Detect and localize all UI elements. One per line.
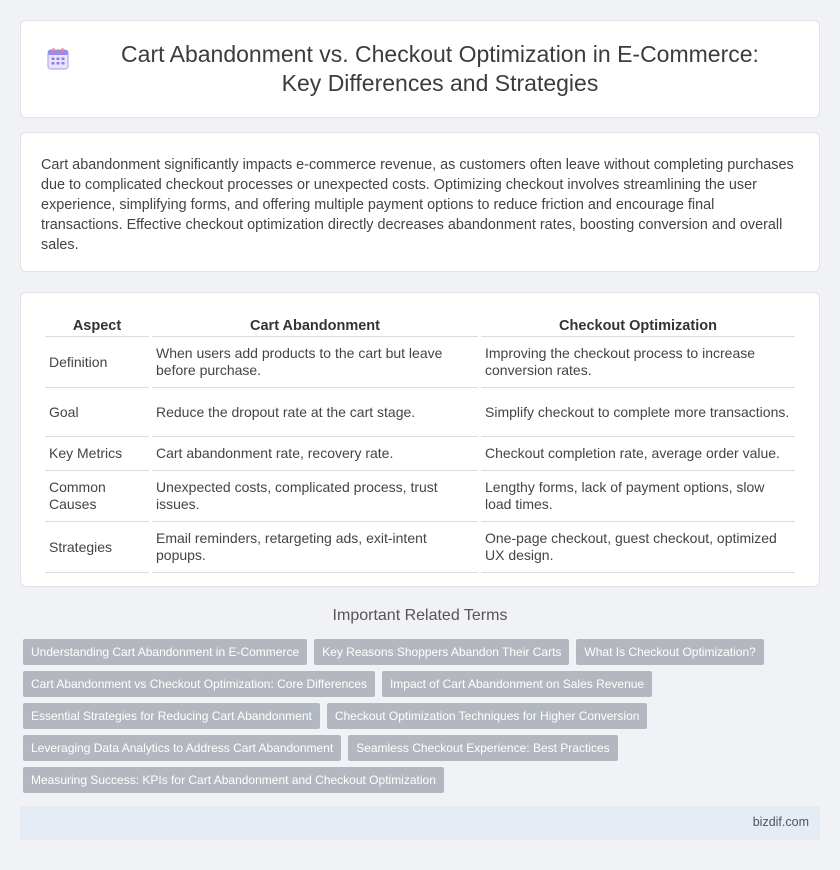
checkout-optimization-cell: Simplify checkout to complete more transactions. bbox=[481, 388, 795, 437]
table-row bbox=[45, 337, 795, 388]
footer bbox=[20, 806, 820, 840]
header-checkout-optimization: Checkout Optimization bbox=[481, 315, 795, 337]
footer-site-link[interactable]: bizdif.com bbox=[752, 815, 809, 829]
related-terms-heading: Important Related Terms bbox=[332, 607, 508, 624]
cart-abandonment-cell: Cart abandonment rate, recovery rate. bbox=[152, 437, 478, 471]
table-row bbox=[45, 471, 795, 522]
aspect-cell: Common Causes bbox=[45, 471, 149, 522]
cart-abandonment-cell: Email reminders, retargeting ads, exit-intent popups. bbox=[152, 522, 478, 573]
related-term-tag[interactable]: Essential Strategies for Reducing Cart Abandonment bbox=[23, 703, 320, 729]
title-card bbox=[20, 20, 820, 118]
related-term-tag[interactable]: Measuring Success: KPIs for Cart Abandonment and Checkout Optimization bbox=[23, 767, 444, 793]
header-cart-abandonment: Cart Abandonment bbox=[152, 315, 478, 337]
related-term-tag[interactable]: Checkout Optimization Techniques for Higher Conversion bbox=[327, 703, 648, 729]
checkout-optimization-cell: Improving the checkout process to increase conversion rates. bbox=[481, 337, 795, 388]
related-term-tag[interactable]: Leveraging Data Analytics to Address Cart Abandonment bbox=[23, 735, 341, 761]
table-row bbox=[45, 522, 795, 573]
table-header-row bbox=[45, 315, 795, 337]
intro-card bbox=[20, 132, 820, 272]
table-row bbox=[45, 437, 795, 471]
comparison-table bbox=[42, 315, 798, 573]
aspect-cell: Definition bbox=[45, 337, 149, 388]
table-row bbox=[45, 388, 795, 437]
related-term-tag[interactable]: Understanding Cart Abandonment in E-Commerce bbox=[23, 639, 307, 665]
checkout-optimization-cell: One-page checkout, guest checkout, optimized UX design. bbox=[481, 522, 795, 573]
page-title: Cart Abandonment vs. Checkout Optimization in E-Commerce: Key Differences and Strategies bbox=[121, 41, 759, 96]
related-term-tag[interactable]: Impact of Cart Abandonment on Sales Revenue bbox=[382, 671, 652, 697]
comparison-card bbox=[20, 292, 820, 587]
related-term-tag[interactable]: What Is Checkout Optimization? bbox=[576, 639, 763, 665]
checkout-optimization-cell: Checkout completion rate, average order value. bbox=[481, 437, 795, 471]
aspect-cell: Goal bbox=[45, 388, 149, 437]
header-aspect: Aspect bbox=[45, 315, 149, 337]
checkout-optimization-cell: Lengthy forms, lack of payment options, slow load times. bbox=[481, 471, 795, 522]
related-term-tag[interactable]: Seamless Checkout Experience: Best Practices bbox=[348, 735, 617, 761]
aspect-cell: Key Metrics bbox=[45, 437, 149, 471]
cart-abandonment-cell: Reduce the dropout rate at the cart stage. bbox=[152, 388, 478, 437]
related-term-tag[interactable]: Key Reasons Shoppers Abandon Their Carts bbox=[314, 639, 569, 665]
intro-paragraph: Cart abandonment significantly impacts e-commerce revenue, as customers often leave without completing purchases due to complicated checkout processes or unexpected costs. Optimizing checkout involves streamlining the user experience, simplifying forms, and offering multiple payment options to reduce friction and encourage final transactions. Effective checkout optimization directly decreases abandonment rates, boosting conversion and overall sales. bbox=[41, 157, 794, 253]
related-term-tag[interactable]: Cart Abandonment vs Checkout Optimization: Core Differences bbox=[23, 671, 375, 697]
related-terms-list bbox=[23, 639, 813, 799]
cart-abandonment-cell: Unexpected costs, complicated process, trust issues. bbox=[152, 471, 478, 522]
cart-abandonment-cell: When users add products to the cart but leave before purchase. bbox=[152, 337, 478, 388]
aspect-cell: Strategies bbox=[45, 522, 149, 573]
